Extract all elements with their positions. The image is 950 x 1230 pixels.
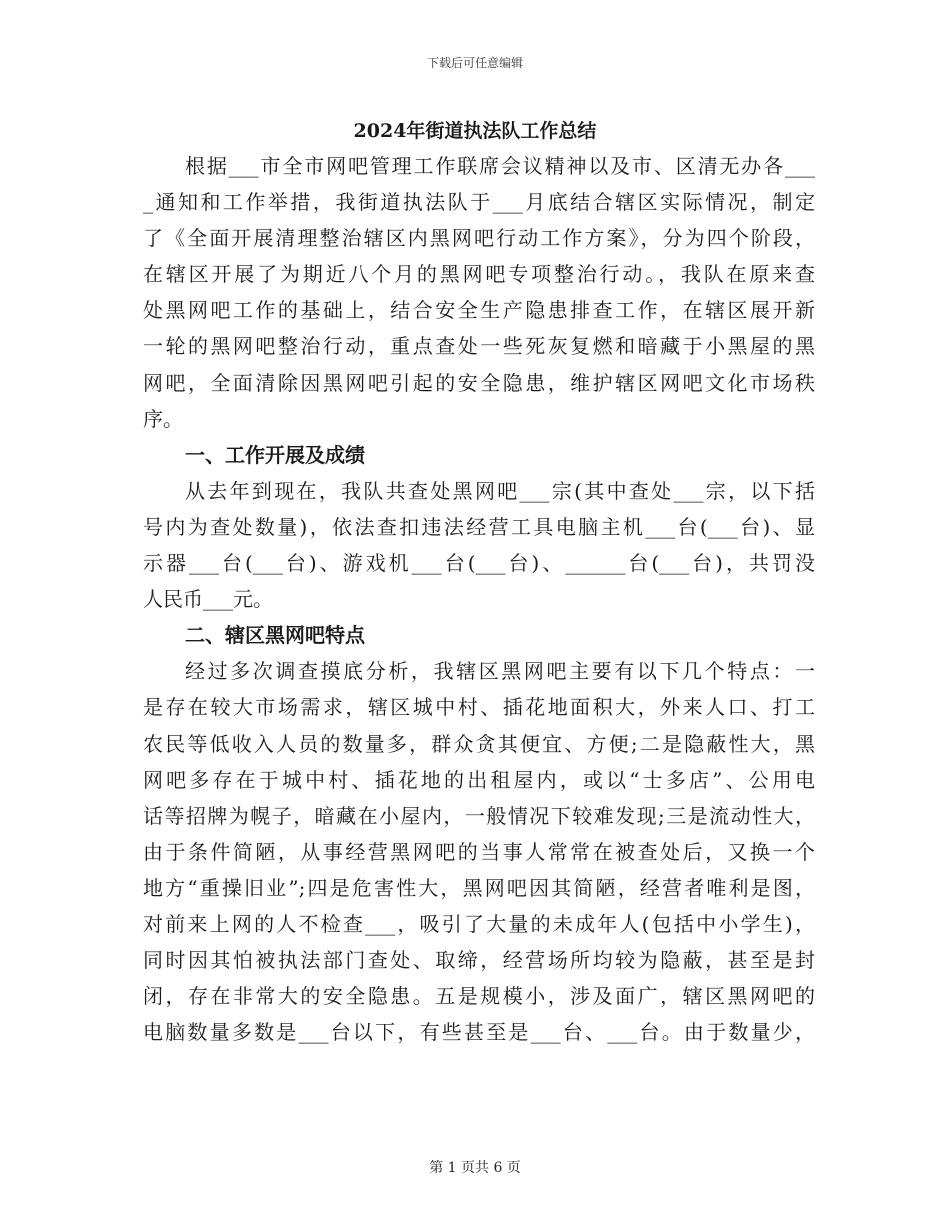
- intro-line: 网吧，全面清除因黑网吧引起的安全隐患，维护辖区网吧文化市场秩: [143, 370, 815, 395]
- section1-line: 示器___台(___台)、游戏机___台(___台)、______台(___台)，共罚没: [143, 551, 815, 576]
- page-number-footer: 第 1 页共 6 页: [429, 1160, 521, 1176]
- section2-line: 电脑数量多数是___台以下，有些甚至是___台、___台。由于数量少，: [143, 1020, 815, 1045]
- section2-line: 话等招牌为幌子，暗藏在小屋内，一般情况下较难发现;三是流动性大，: [143, 803, 815, 828]
- section1-line: 从去年到现在，我队共查处黑网吧___宗(其中查处___宗，以下括: [185, 478, 815, 503]
- intro-line: 在辖区开展了为期近八个月的黑网吧专项整治行动。，我队在原来查: [143, 262, 815, 287]
- intro-line: 根据___市全市网吧管理工作联席会议精神以及市、区清无办各___: [185, 154, 815, 178]
- intro-line: 处黑网吧工作的基础上，结合安全生产隐患排查工作，在辖区展开新: [143, 298, 815, 323]
- section-heading: 二、辖区黑网吧特点: [185, 623, 365, 648]
- section2-line: 由于条件简陋，从事经营黑网吧的当事人常常在被查处后，又换一个: [143, 839, 815, 864]
- section1-line: 人民币___元。: [143, 587, 273, 612]
- section2-line: 经过多次调查摸底分析，我辖区黑网吧主要有以下几个特点：一: [185, 659, 815, 684]
- section2-line: 地方“重操旧业”;四是危害性大，黑网吧因其简陋，经营者唯利是图，: [143, 875, 815, 900]
- section1-line: 号内为查处数量)，依法查扣违法经营工具电脑主机___台(___台)、显: [143, 514, 815, 539]
- section2-line: 是存在较大市场需求，辖区城中村、插花地面积大，外来人口、打工: [143, 695, 815, 720]
- document-body: [143, 148, 815, 1050]
- section2-line: 农民等低收入人员的数量多，群众贪其便宜、方便;二是隐蔽性大，黑: [143, 731, 815, 756]
- intro-line: 了《全面开展清理整治辖区内黑网吧行动工作方案》，分为四个阶段，: [143, 226, 815, 251]
- section2-line: 闭，存在非常大的安全隐患。五是规模小，涉及面广，辖区黑网吧的: [143, 984, 815, 1009]
- section2-line: 网吧多存在于城中村、插花地的出租屋内，或以“士多店”、公用电: [143, 767, 815, 792]
- intro-line: 一轮的黑网吧整治行动，重点查处一些死灰复燃和暗藏于小黑屋的黑: [143, 334, 815, 359]
- intro-line: _通知和工作举措，我街道执法队于___月底结合辖区实际情况，制定: [143, 190, 815, 215]
- section2-line: 对前来上网的人不检查___，吸引了大量的未成年人(包括中小学生)，: [143, 911, 815, 936]
- section2-line: 同时因其怕被执法部门查处、取缔，经营场所均较为隐蔽，甚至是封: [143, 948, 815, 973]
- intro-line: 序。: [143, 406, 183, 431]
- header-note: 下载后可任意编辑: [426, 56, 523, 70]
- section-heading: 一、工作开展及成绩: [185, 442, 365, 467]
- document-title: 2024年街道执法队工作总结: [353, 120, 597, 142]
